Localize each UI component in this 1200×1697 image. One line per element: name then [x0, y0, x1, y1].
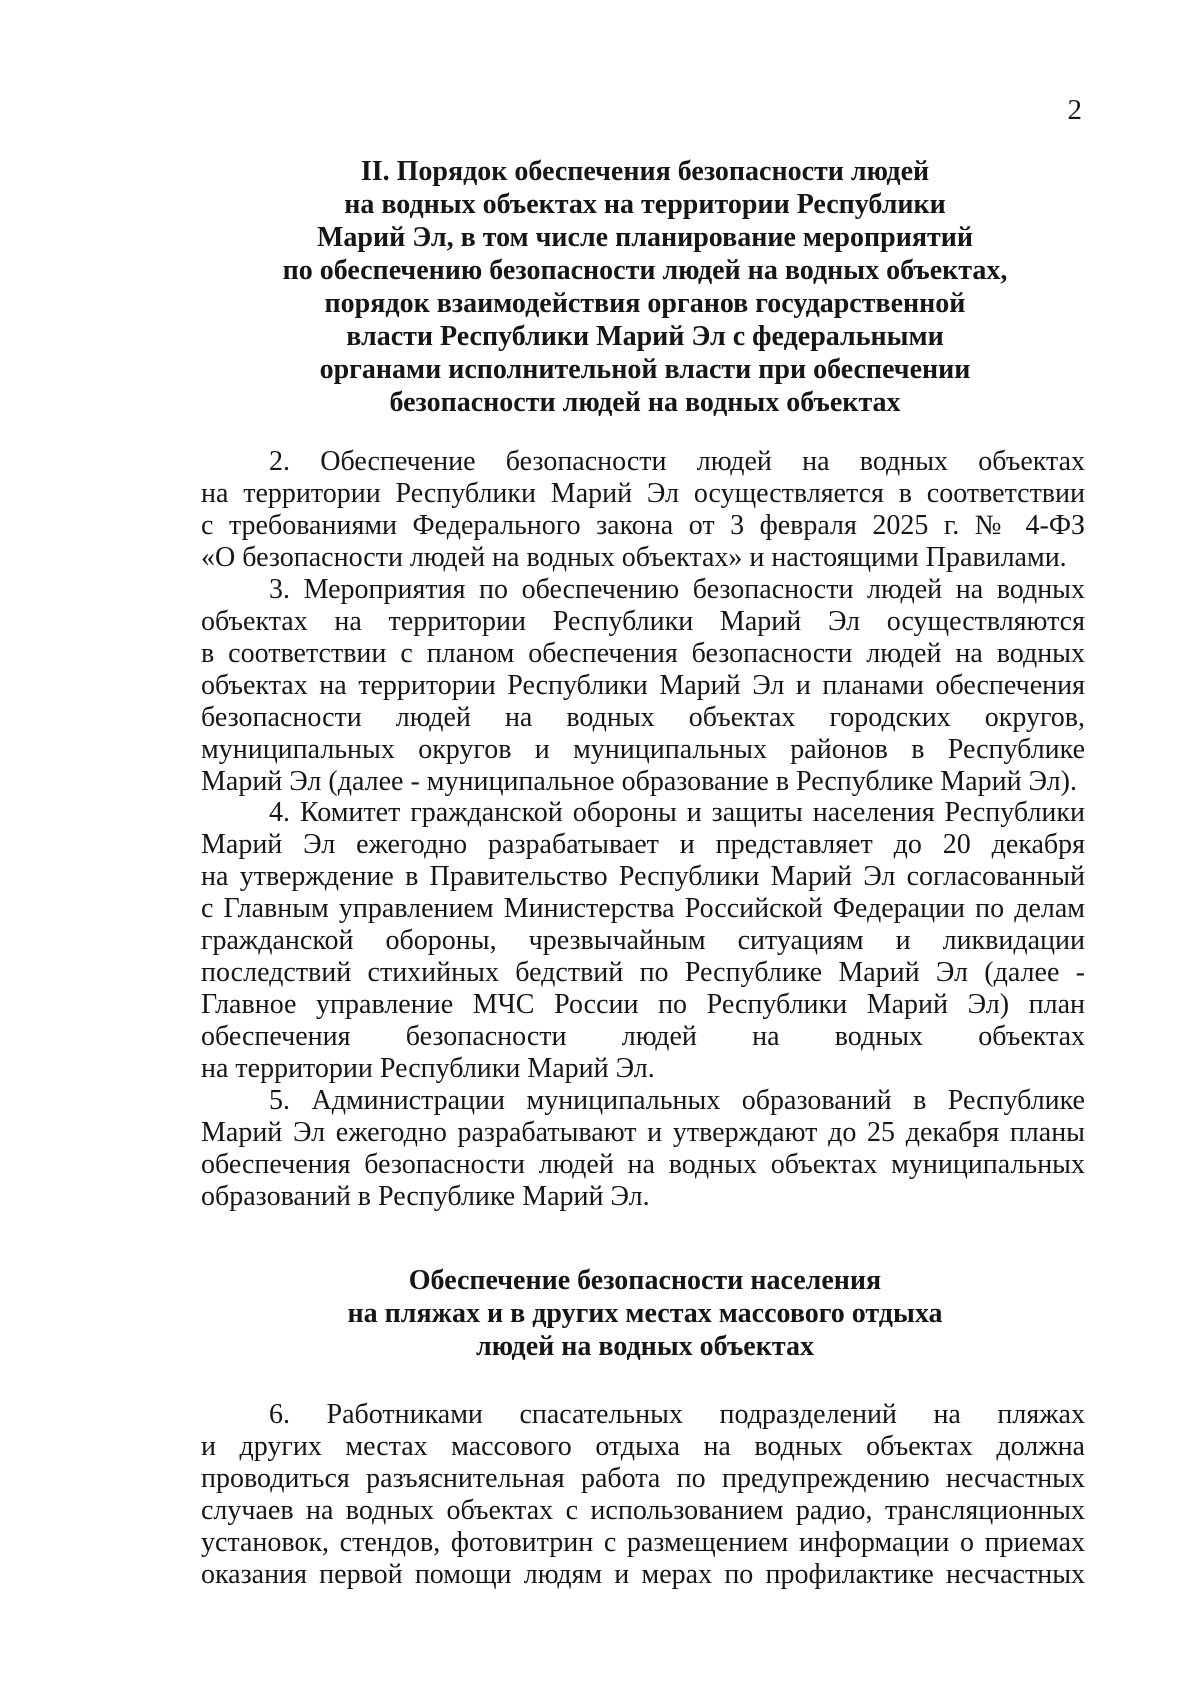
section-heading-line: Марий Эл, в том числе планирование мероприятий: [316, 222, 973, 253]
subsection-heading-line: на пляжах и в других местах массового отдыха: [347, 1298, 943, 1329]
paragraph-line: случаев на водных объектах с использованием радио, трансляционных: [201, 1494, 1085, 1526]
paragraph-line: 4. Комитет гражданской обороны и защиты населения Республики: [269, 797, 1085, 829]
paragraph-line: в соответствии с планом обеспечения безопасности людей на водных: [201, 637, 1085, 669]
section-heading-line: безопасности людей на водных объектах: [389, 387, 901, 418]
paragraph-line: с требованиями Федерального закона от 3 февраля 2025 г. № 4-ФЗ: [201, 509, 1085, 541]
paragraph-line: с Главным управлением Министерства Российской Федерации по делам: [201, 893, 1085, 925]
subsection-heading-line: Обеспечение безопасности населения: [408, 1265, 882, 1296]
section-heading-line: власти Республики Марий Эл с федеральными: [346, 321, 944, 352]
section-heading: [150, 155, 1140, 419]
paragraph-line: проводиться разъяснительная работа по предупреждению несчастных: [201, 1462, 1085, 1494]
paragraph-line: на территории Республики Марий Эл.: [201, 1053, 655, 1085]
subsection-heading: [150, 1264, 1140, 1363]
paragraph-line: Главное управление МЧС России по Республики Марий Эл) план: [201, 989, 1085, 1021]
section-heading-line: на водных объектах на территории Республики: [344, 189, 946, 220]
section-heading-line: по обеспечению безопасности людей на водных объектах,: [282, 255, 1008, 286]
paragraph-line: образований в Республике Марий Эл.: [201, 1180, 650, 1212]
subsection-heading-line: людей на водных объектах: [476, 1331, 814, 1362]
section-heading-line: органами исполнительной власти при обеспечении: [319, 354, 971, 385]
paragraph-3: [201, 574, 1085, 798]
section-heading-line: порядок взаимодействия органов государственной: [324, 288, 966, 319]
paragraph-line: 2. Обеспечение безопасности людей на водных объектах: [269, 446, 1085, 477]
paragraph-line: последствий стихийных бедствий по Республике Марий Эл (далее -: [201, 957, 1085, 989]
body-text-section-2: [201, 446, 1085, 1213]
paragraph-line: 3. Мероприятия по обеспечению безопасности людей на водных: [269, 573, 1085, 605]
paragraph-line: объектах на территории Республики Марий Эл и планами обеспечения: [201, 669, 1085, 701]
paragraph-line: 6. Работниками спасательных подразделений на пляжах: [269, 1399, 1085, 1430]
paragraph-line: безопасности людей на водных объектах городских округов,: [201, 701, 1085, 733]
paragraph-line: оказания первой помощи людям и мерах по профилактике несчастных: [201, 1558, 1085, 1590]
paragraph-line: обеспечения безопасности людей на водных объектах: [201, 1021, 1085, 1053]
paragraph-line: гражданской обороны, чрезвычайным ситуациям и ликвидации: [201, 925, 1085, 957]
paragraph-line: обеспечения безопасности людей на водных объектах муниципальных: [201, 1148, 1085, 1180]
body-text-subsection: [201, 1399, 1085, 1591]
paragraph-6: [201, 1399, 1085, 1591]
paragraph-line: «О безопасности людей на водных объектах» и настоящими Правилами.: [201, 541, 1067, 573]
paragraph-line: муниципальных округов и муниципальных районов в Республике: [201, 733, 1085, 765]
paragraph-line: и других местах массового отдыха на водных объектах должна: [201, 1430, 1085, 1462]
paragraph-2: [201, 446, 1085, 574]
page-number: 2: [1067, 94, 1082, 126]
paragraph-line: 5. Администрации муниципальных образований в Республике: [269, 1085, 1085, 1117]
paragraph-line: на утверждение в Правительство Республики Марий Эл согласованный: [201, 861, 1085, 893]
paragraph-line: Марий Эл ежегодно разрабатывают и утверждают до 25 декабря планы: [201, 1117, 1085, 1149]
paragraph-line: на территории Республики Марий Эл осуществляется в соответствии: [201, 477, 1085, 509]
paragraph-line: объектах на территории Республики Марий Эл осуществляются: [201, 605, 1085, 637]
section-heading-line: II. Порядок обеспечения безопасности людей: [360, 156, 930, 187]
paragraph-line: Марий Эл ежегодно разрабатывает и представляет до 20 декабря: [201, 829, 1085, 861]
paragraph-5: [201, 1085, 1085, 1213]
paragraph-line: Марий Эл (далее - муниципальное образование в Республике Марий Эл).: [201, 765, 1077, 797]
paragraph-line: установок, стендов, фотовитрин с размещением информации о приемах: [201, 1526, 1085, 1558]
paragraph-4: [201, 797, 1085, 1085]
